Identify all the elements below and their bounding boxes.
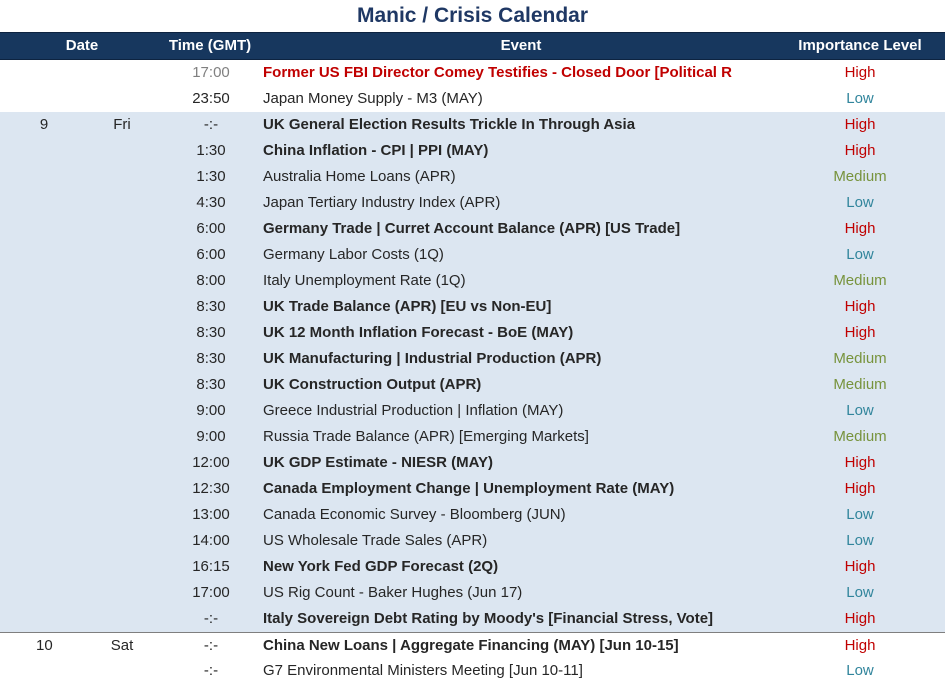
row-time: 8:30: [196, 298, 226, 315]
row-importance: Low: [846, 246, 874, 263]
table-row: [0, 112, 945, 138]
table-row: [0, 424, 945, 450]
table-row: [0, 60, 945, 86]
row-event: Germany Trade | Curret Account Balance (APR) [US Trade]: [263, 220, 681, 237]
table-row: [0, 502, 945, 528]
row-time: 16:15: [192, 558, 230, 575]
row-event: UK Construction Output (APR): [263, 376, 482, 393]
calendar-title: Manic / Crisis Calendar: [356, 4, 589, 27]
row-event: Former US FBI Director Comey Testifies - Closed Door [Political R: [263, 64, 732, 81]
calendar-rows: [0, 60, 945, 684]
row-event: Germany Labor Costs (1Q): [263, 246, 444, 263]
row-time: 12:00: [192, 454, 230, 471]
row-event: UK 12 Month Inflation Forecast - BoE (MAY): [263, 324, 574, 341]
row-importance: Low: [846, 584, 874, 601]
table-row: [0, 606, 945, 632]
table-header: [0, 32, 945, 60]
row-time: 17:00: [192, 584, 230, 601]
row-event: China Inflation - CPI | PPI (MAY): [263, 142, 489, 159]
row-time: 8:30: [196, 376, 226, 393]
row-time: -:-: [203, 662, 219, 679]
row-event: China New Loans | Aggregate Financing (MAY) [Jun 10-15]: [263, 637, 679, 654]
header-importance: Importance Level: [798, 37, 922, 54]
row-event: US Rig Count - Baker Hughes (Jun 17): [263, 584, 523, 601]
row-time: 9:00: [196, 428, 226, 445]
table-row: [0, 294, 945, 320]
row-time: 8:00: [196, 272, 226, 289]
table-row: [0, 398, 945, 424]
row-event: UK Manufacturing | Industrial Production (APR): [263, 350, 602, 367]
row-importance: High: [844, 298, 876, 315]
row-importance: High: [844, 142, 876, 159]
row-time: 8:30: [196, 350, 226, 367]
header-date: Date: [65, 37, 99, 54]
row-time: 6:00: [196, 246, 226, 263]
row-event: Japan Tertiary Industry Index (APR): [263, 194, 501, 211]
row-time: 1:30: [196, 142, 226, 159]
row-event: Greece Industrial Production | Inflation (MAY): [263, 402, 564, 419]
table-row: [0, 216, 945, 242]
table-row: [0, 190, 945, 216]
row-importance: High: [844, 558, 876, 575]
row-event: UK GDP Estimate - NIESR (MAY): [263, 454, 494, 471]
row-importance: Low: [846, 194, 874, 211]
row-time: 4:30: [196, 194, 226, 211]
row-event: Italy Unemployment Rate (1Q): [263, 272, 466, 289]
row-importance: High: [844, 64, 876, 81]
row-importance: High: [844, 610, 876, 627]
row-event: Canada Employment Change | Unemployment Rate (MAY): [263, 480, 675, 497]
row-event: G7 Environmental Ministers Meeting [Jun 10-11]: [263, 662, 583, 679]
table-row: [0, 658, 945, 684]
row-time: 9:00: [196, 402, 226, 419]
table-row: [0, 86, 945, 112]
row-time: 17:00: [192, 64, 230, 81]
table-row: [0, 268, 945, 294]
row-importance: Low: [846, 662, 874, 679]
row-importance: Low: [846, 506, 874, 523]
table-row: [0, 632, 945, 658]
row-event: UK Trade Balance (APR) [EU vs Non-EU]: [263, 298, 552, 315]
row-time: -:-: [203, 610, 219, 627]
row-importance: Low: [846, 90, 874, 107]
row-event: Canada Economic Survey - Bloomberg (JUN): [263, 506, 566, 523]
row-importance: Low: [846, 402, 874, 419]
row-time: -:-: [203, 116, 219, 133]
row-event: New York Fed GDP Forecast (2Q): [263, 558, 499, 575]
row-importance: High: [844, 220, 876, 237]
table-row: [0, 242, 945, 268]
row-day: 10: [36, 637, 53, 654]
row-importance: Low: [846, 532, 874, 549]
row-importance: High: [844, 454, 876, 471]
table-row: [0, 372, 945, 398]
table-row: [0, 528, 945, 554]
row-event: US Wholesale Trade Sales (APR): [263, 532, 488, 549]
row-event: Australia Home Loans (APR): [263, 168, 456, 185]
table-row: [0, 138, 945, 164]
row-time: 14:00: [192, 532, 230, 549]
row-importance: Medium: [833, 168, 887, 185]
header-time: Time (GMT): [168, 37, 252, 54]
row-time: 13:00: [192, 506, 230, 523]
row-importance: Medium: [833, 376, 887, 393]
row-day: 9: [39, 116, 49, 133]
row-importance: Medium: [833, 350, 887, 367]
row-event: Japan Money Supply - M3 (MAY): [263, 90, 483, 107]
row-importance: High: [844, 637, 876, 654]
table-row: [0, 320, 945, 346]
row-importance: Medium: [833, 428, 887, 445]
row-importance: High: [844, 116, 876, 133]
table-row: [0, 476, 945, 502]
table-row: [0, 554, 945, 580]
table-row: [0, 580, 945, 606]
header-event: Event: [500, 37, 542, 54]
table-row: [0, 164, 945, 190]
row-importance: High: [844, 324, 876, 341]
row-time: 1:30: [196, 168, 226, 185]
table-row: [0, 450, 945, 476]
row-event: Italy Sovereign Debt Rating by Moody's [Financial Stress, Vote]: [263, 610, 714, 627]
row-weekday: Sat: [110, 637, 134, 654]
row-time: 6:00: [196, 220, 226, 237]
row-time: 8:30: [196, 324, 226, 341]
row-event: Russia Trade Balance (APR) [Emerging Markets]: [263, 428, 589, 445]
row-time: -:-: [203, 637, 219, 654]
row-importance: Medium: [833, 272, 887, 289]
row-event: UK General Election Results Trickle In Through Asia: [263, 116, 636, 133]
row-weekday: Fri: [113, 116, 131, 133]
row-time: 12:30: [192, 480, 230, 497]
row-importance: High: [844, 480, 876, 497]
row-time: 23:50: [192, 90, 230, 107]
table-row: [0, 346, 945, 372]
